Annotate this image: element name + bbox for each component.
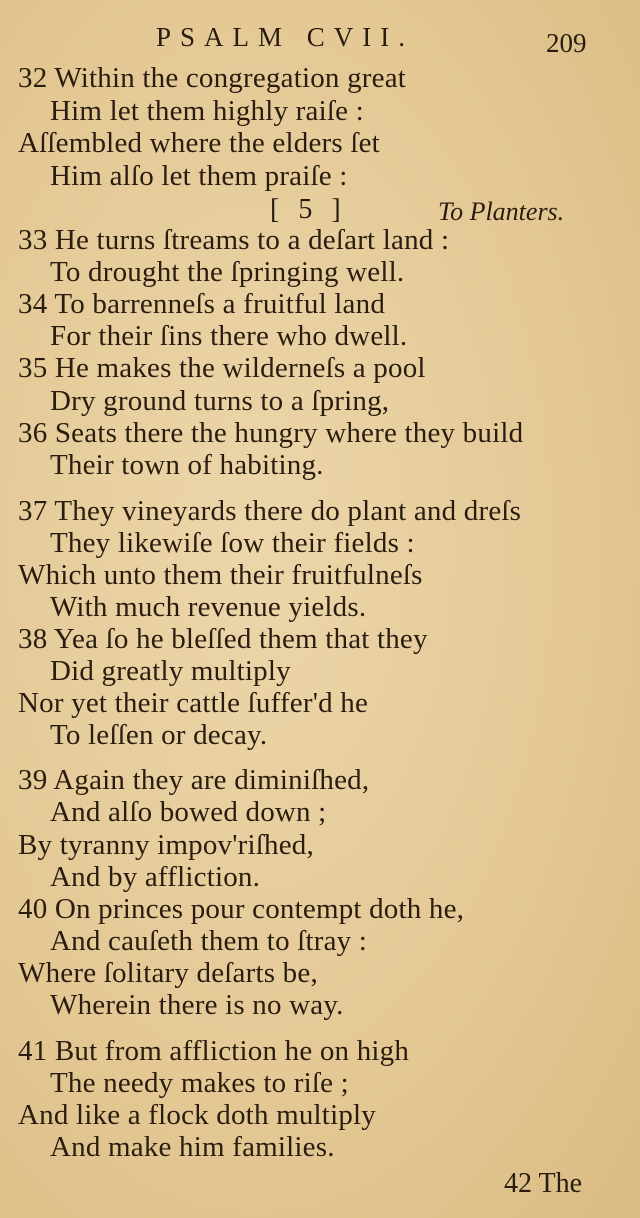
verse-line: They likewiſe ſow their fields : — [50, 527, 415, 559]
verse-line: 35 He makes the wilderneſs a pool — [18, 352, 426, 384]
verse-line: Nor yet their cattle ſuffer'd he — [18, 687, 369, 719]
verse-line: For their ſins there who dwell. — [50, 320, 408, 352]
verse-line: Him let them highly raiſe : — [50, 95, 364, 127]
verse-line: Him alſo let them praiſe : — [50, 160, 348, 192]
page-title: PSALM CVII. — [156, 22, 415, 52]
verse-line: Did greatly multiply — [50, 655, 291, 687]
verse-line: 39 Again they are diminiſhed, — [18, 764, 370, 796]
verse-line: The needy makes to riſe ; — [50, 1067, 349, 1099]
verse-line: 32 Within the congregation great — [18, 62, 407, 94]
tune-number: [ 5 ] — [270, 194, 347, 225]
tune-reference — [270, 194, 565, 226]
verse-line: And make him families. — [50, 1131, 335, 1163]
verse-line: With much revenue yields. — [50, 591, 367, 623]
verse-line: Wherein there is no way. — [50, 989, 344, 1021]
page-number: 209 — [546, 28, 587, 58]
verse-line: Aſſembled where the elders ſet — [18, 127, 380, 159]
verse-line: To leſſen or decay. — [50, 719, 268, 751]
verse-line: Which unto them their fruitfulneſs — [18, 559, 423, 591]
verse-line: Dry ground turns to a ſpring, — [50, 385, 390, 417]
tune-name: To Planters. — [438, 197, 565, 226]
verse-line: 38 Yea ſo he bleſſed them that they — [18, 623, 428, 655]
verse-line: And by affliction. — [50, 861, 261, 893]
verse-line: Where ſolitary deſarts be, — [18, 957, 318, 989]
verse-line: By tyranny impov'riſhed, — [18, 829, 314, 861]
verse-line: To drought the ſpringing well. — [50, 256, 405, 288]
verse-line: 33 He turns ſtreams to a deſart land : — [18, 224, 450, 256]
catchword: 42 The — [504, 1168, 583, 1199]
verse-line: 40 On princes pour contempt doth he, — [18, 893, 465, 925]
verse-line: And cauſeth them to ſtray : — [50, 925, 368, 957]
verse-line: 34 To barrenneſs a fruitful land — [18, 288, 386, 320]
verse-line: 36 Seats there the hungry where they build — [18, 417, 524, 449]
verse-line: And alſo bowed down ; — [50, 796, 327, 828]
verse-line: 37 They vineyards there do plant and dreſs — [18, 495, 522, 527]
verse-line: Their town of habiting. — [50, 449, 324, 481]
verse-line: 41 But from affliction he on high — [18, 1035, 410, 1067]
verse-line: And like a flock doth multiply — [18, 1099, 376, 1131]
